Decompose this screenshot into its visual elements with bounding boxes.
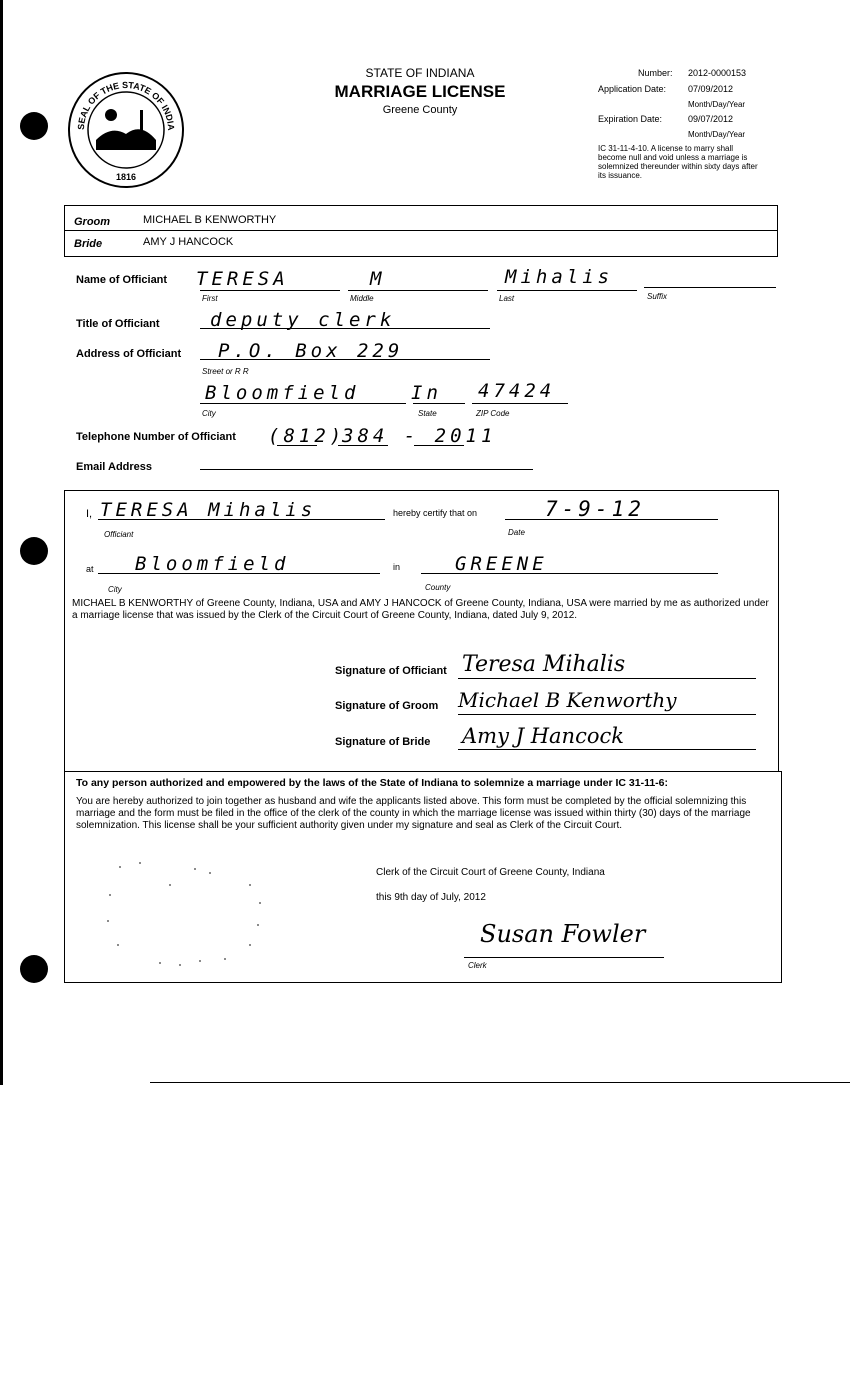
cert-city-caption: City: [108, 585, 122, 594]
date-format-hint: Month/Day/Year: [688, 130, 746, 139]
county-name: Greene County: [382, 104, 458, 116]
bride-name: AMY J HANCOCK: [143, 236, 234, 248]
sig-officiant: Teresa Mihalis: [462, 652, 626, 677]
officiant-address-label: Address of Officiant: [76, 348, 182, 360]
last-caption: Last: [499, 294, 515, 303]
statute-note: IC 31-11-4-10. A license to marry shall become null and void unless a marriage is solemnized thereunder within sixty days after its issuance.: [598, 144, 758, 180]
cert-in: in: [393, 562, 401, 572]
cert-county: GREENE: [455, 553, 548, 575]
street-caption: Street or R R: [202, 367, 249, 376]
svg-text:SEAL OF THE STATE OF INDIANA: [66, 70, 176, 131]
officiant-street: P.O. Box 229: [218, 340, 404, 362]
page-bottom-edge: [150, 1082, 850, 1083]
cert-certify-text: hereby certify that on: [393, 508, 478, 518]
bride-label: Bride: [74, 238, 103, 250]
issue-date-line: this 9th day of July, 2012: [376, 892, 486, 903]
license-number: 2012-0000153: [688, 68, 747, 78]
sig-groom: Michael B Kenworthy: [458, 688, 677, 712]
cert-date: 7-9-12: [545, 497, 645, 521]
parties-box: [64, 205, 778, 257]
cert-date-caption: Date: [508, 528, 525, 537]
clerk-caption: Clerk: [468, 961, 487, 970]
first-caption: First: [202, 294, 218, 303]
zip-caption: ZIP Code: [476, 409, 510, 418]
expiration-date-label: Expiration Date:: [598, 114, 663, 124]
embossed-seal-icon: [100, 855, 270, 975]
city-caption: City: [202, 409, 216, 418]
groom-label: Groom: [74, 216, 111, 228]
cert-city: Bloomfield: [135, 553, 290, 575]
officiant-middle-name: M: [370, 268, 386, 290]
sig-bride-label: Signature of Bride: [335, 736, 431, 748]
authorization-heading: To any person authorized and empowered by the laws of the State of Indiana to solemnize a marriage under IC 31-11-6:: [76, 777, 669, 789]
certification-box: [64, 490, 779, 772]
officiant-title-label: Title of Officiant: [76, 318, 160, 330]
officiant-city: Bloomfield: [205, 382, 360, 404]
officiant-first-name: TERESA: [196, 268, 289, 290]
sig-officiant-label: Signature of Officiant: [335, 665, 447, 677]
middle-caption: Middle: [350, 294, 374, 303]
punch-hole-middle: [20, 537, 48, 565]
punch-hole-top: [20, 112, 48, 140]
state-seal-icon: [66, 70, 186, 190]
authorization-body: You are hereby authorized to join together as husband and wife the applicants listed above. This form must be completed by the official solemnizing this marriage and the form must be filed in the office of the clerk of the county in which the marriage license was issued within thirty (30) days of the marriage solemnization. This license shall be your sufficient authority given under my signature and seal as Clerk of the Circuit Court.: [76, 796, 751, 831]
groom-name: MICHAEL B KENWORTHY: [143, 214, 277, 226]
officiant-phone-label: Telephone Number of Officiant: [76, 431, 236, 443]
expiration-date: 09/07/2012: [688, 114, 734, 124]
suffix-caption: Suffix: [647, 292, 668, 301]
cert-i: I,: [86, 508, 93, 520]
sig-groom-label: Signature of Groom: [335, 700, 439, 712]
officiant-zip: 47424: [478, 380, 556, 402]
officiant-email-label: Email Address: [76, 461, 153, 473]
state-name: STATE OF INDIANA: [365, 66, 475, 80]
officiant-name-label: Name of Officiant: [76, 274, 168, 286]
officiant-last-name: Mihalis: [505, 266, 614, 288]
document-title: MARRIAGE LICENSE: [334, 82, 506, 101]
date-format-hint: Month/Day/Year: [688, 100, 746, 109]
officiant-phone-area: (812): [268, 425, 346, 447]
seal-top-text: SEAL OF THE STATE OF INDIA: [75, 79, 177, 131]
state-caption: State: [418, 409, 437, 418]
application-date: 07/09/2012: [688, 84, 734, 94]
officiant-title: deputy clerk: [210, 309, 396, 331]
cert-officiant-name: TERESA Mihalis: [100, 499, 317, 521]
clerk-signature: Susan Fowler: [480, 920, 646, 948]
officiant-phone-number: 384 - 2011: [342, 425, 497, 447]
page-left-edge: [0, 0, 3, 1085]
officiant-state: In: [411, 382, 442, 404]
sig-bride: Amy J Hancock: [462, 724, 624, 748]
application-date-label: Application Date:: [598, 84, 667, 94]
cert-county-caption: County: [425, 583, 451, 592]
clerk-line: Clerk of the Circuit Court of Greene County, Indiana: [376, 867, 605, 878]
punch-hole-bottom: [20, 955, 48, 983]
seal-year: 1816: [115, 172, 137, 182]
cert-officiant-caption: Officiant: [104, 530, 134, 539]
cert-at: at: [86, 564, 94, 574]
number-label: Number:: [638, 68, 673, 78]
cert-statement: MICHAEL B KENWORTHY of Greene County, Indiana, USA and AMY J HANCOCK of Greene County, Indiana, USA were married by me as authorized under a marriage license that was issued by the Clerk of the Circuit Court of Greene County, Indiana, dated July 9, 2012.: [72, 598, 769, 621]
